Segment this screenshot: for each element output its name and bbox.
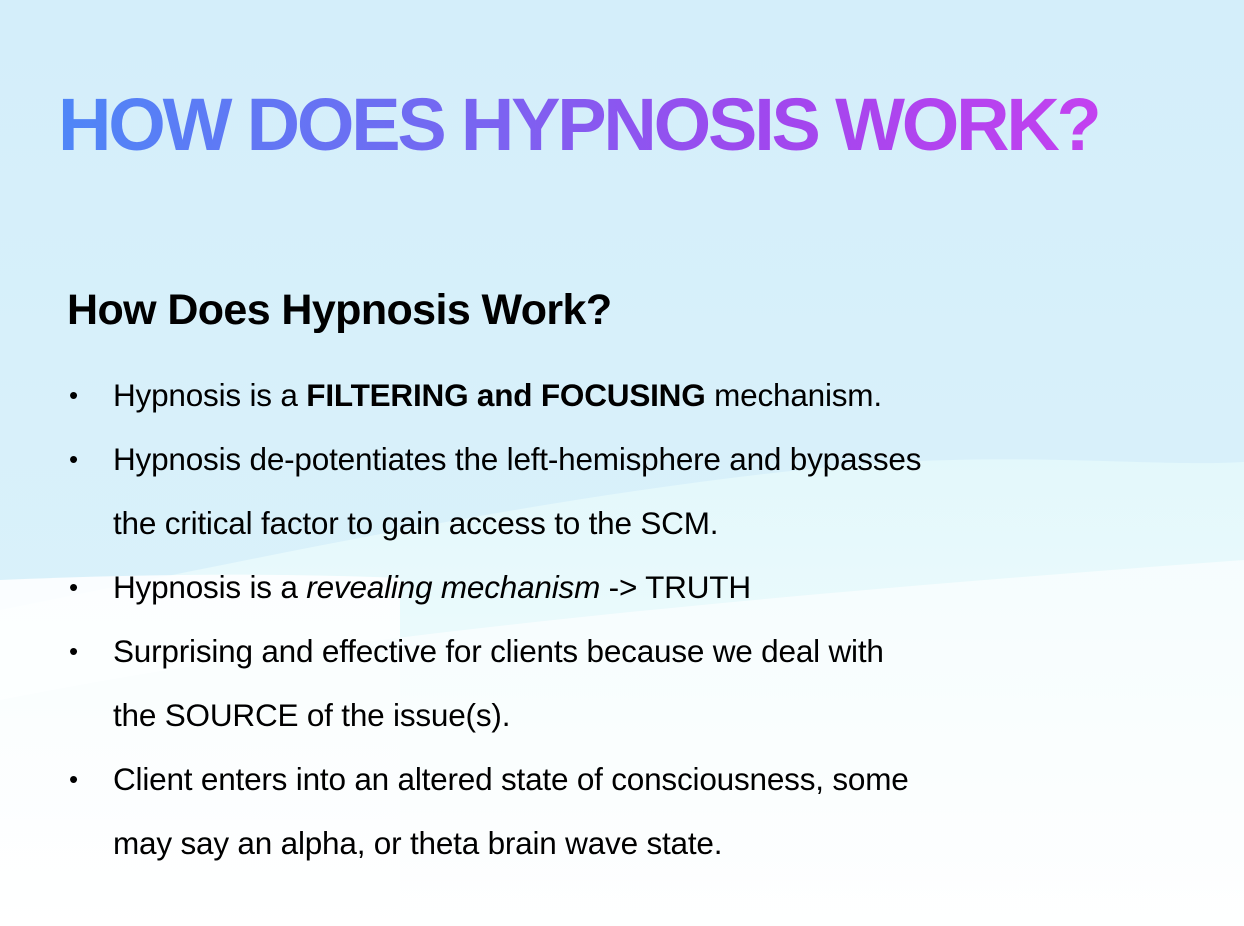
- bullet-icon: •: [69, 380, 78, 410]
- list-item-line: Client enters into an altered state of consciousness, some: [113, 761, 909, 797]
- bullet-icon: •: [69, 764, 78, 794]
- list-item-text: Hypnosis is a revealing mechanism -> TRUTH: [113, 569, 751, 605]
- list-item-line: may say an alpha, or theta brain wave state.: [113, 825, 723, 861]
- slide-title: HOW DOES HYPNOSIS WORK?: [58, 88, 1208, 162]
- list-item-text: Hypnosis is a FILTERING and FOCUSING mechanism.: [113, 377, 882, 413]
- bullet-icon: •: [69, 444, 78, 474]
- bullet-icon: •: [69, 572, 78, 602]
- list-item: [67, 427, 1167, 555]
- list-item: [67, 619, 1167, 747]
- list-item-line: Hypnosis de-potentiates the left-hemisphere and bypasses: [113, 441, 922, 477]
- list-item: [67, 555, 1167, 619]
- bullet-icon: •: [69, 636, 78, 666]
- list-item-line: the critical factor to gain access to the SCM.: [113, 505, 719, 541]
- list-item: [67, 747, 1167, 875]
- list-item-line: the SOURCE of the issue(s).: [113, 697, 511, 733]
- bullet-list: [67, 363, 1167, 875]
- list-item: [67, 363, 1167, 427]
- list-item-line: Surprising and effective for clients because we deal with: [113, 633, 884, 669]
- slide-content: [67, 283, 1167, 875]
- subheading: How Does Hypnosis Work?: [67, 286, 612, 334]
